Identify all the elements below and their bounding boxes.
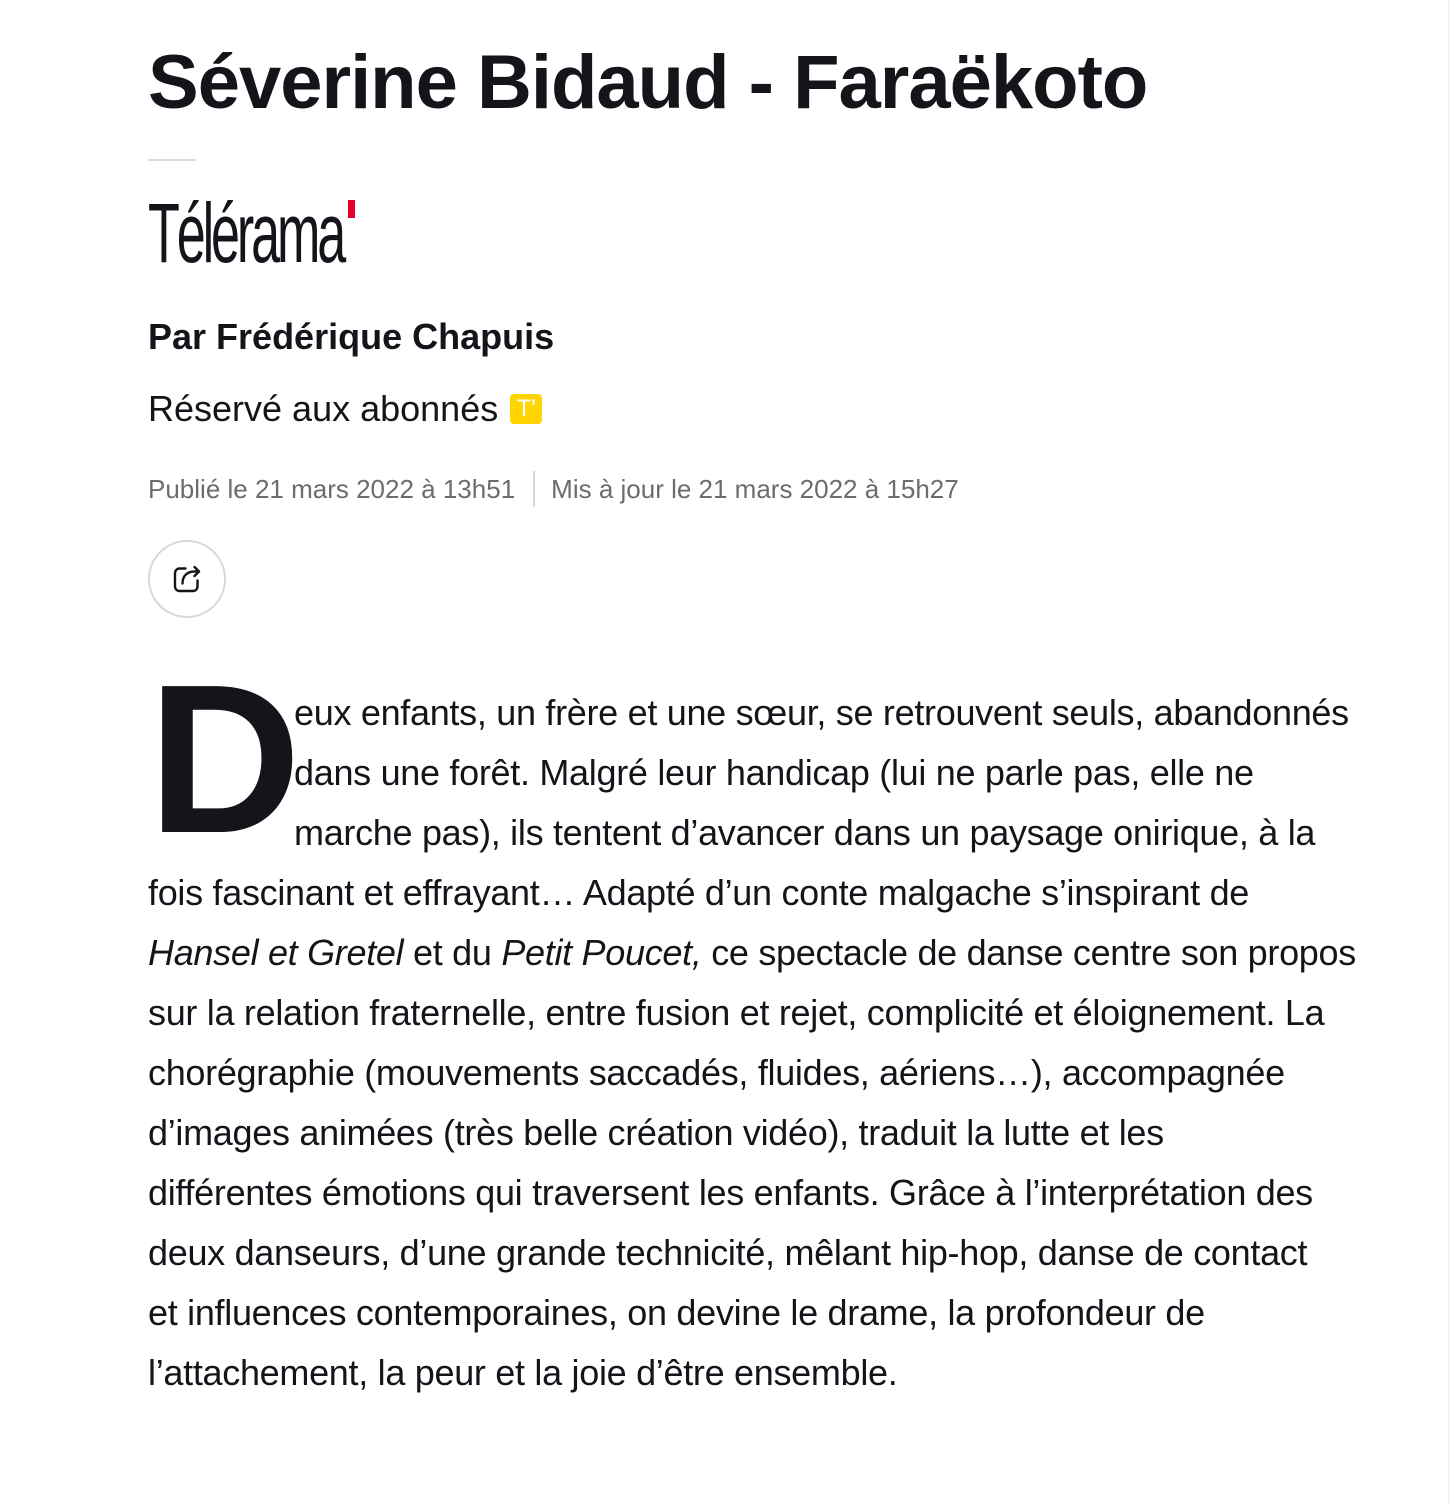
body-line: différentes émotions qui traversent les enfants. Grâce à l’interprétation des <box>148 1172 1313 1213</box>
body-text: ce spectacle de danse centre son propos <box>701 932 1356 973</box>
body-line: chorégraphie (mouvements saccadés, fluides, aériens…), accompagnée <box>148 1052 1285 1093</box>
subscriber-badge-icon: T' <box>510 394 542 424</box>
body-line: sur la relation fraternelle, entre fusion et rejet, complicité et éloignement. La <box>148 992 1325 1033</box>
body-line: deux danseurs, d’une grande technicité, mêlant hip-hop, danse de contact <box>148 1232 1308 1273</box>
body-line: fois fascinant et effrayant… Adapté d’un conte malgache s’inspirant de <box>148 872 1250 913</box>
drop-cap: D <box>148 640 302 877</box>
logo-accent-mark <box>348 200 355 218</box>
body-text: et du <box>403 932 502 973</box>
article-title: Séverine Bidaud - Faraëkoto <box>148 40 1148 125</box>
title-separator <box>148 159 196 161</box>
work-title: Hansel et Gretel <box>148 932 404 973</box>
share-button[interactable] <box>148 540 226 618</box>
body-line: marche pas), ils tentent d’avancer dans un paysage onirique, à la <box>294 812 1316 853</box>
share-external-icon <box>169 561 205 597</box>
subscriber-only-label <box>148 386 542 432</box>
body-line-with-titles <box>148 923 1356 983</box>
published-date: Publié le 21 mars 2022 à 13h51 <box>148 474 516 504</box>
telerama-logo[interactable] <box>148 186 463 280</box>
subscriber-only-text: Réservé aux abonnés <box>148 388 499 429</box>
work-title: Petit Poucet, <box>501 932 702 973</box>
body-line: l’attachement, la peur et la joie d’être ensemble. <box>148 1352 898 1393</box>
logo-wordmark: Télérama <box>148 186 344 280</box>
body-line: eux enfants, un frère et une sœur, se retrouvent seuls, abandonnés <box>294 692 1349 733</box>
body-line: dans une forêt. Malgré leur handicap (lui ne parle pas, elle ne <box>294 752 1254 793</box>
updated-date: Mis à jour le 21 mars 2022 à 15h27 <box>551 474 959 504</box>
body-line: d’images animées (très belle création vidéo), traduit la lutte et les <box>148 1112 1164 1153</box>
article-dates <box>148 470 959 508</box>
article-author[interactable]: Par Frédérique Chapuis <box>148 316 555 357</box>
body-line: et influences contemporaines, on devine le drame, la profondeur de <box>148 1292 1205 1333</box>
date-divider <box>533 471 535 507</box>
